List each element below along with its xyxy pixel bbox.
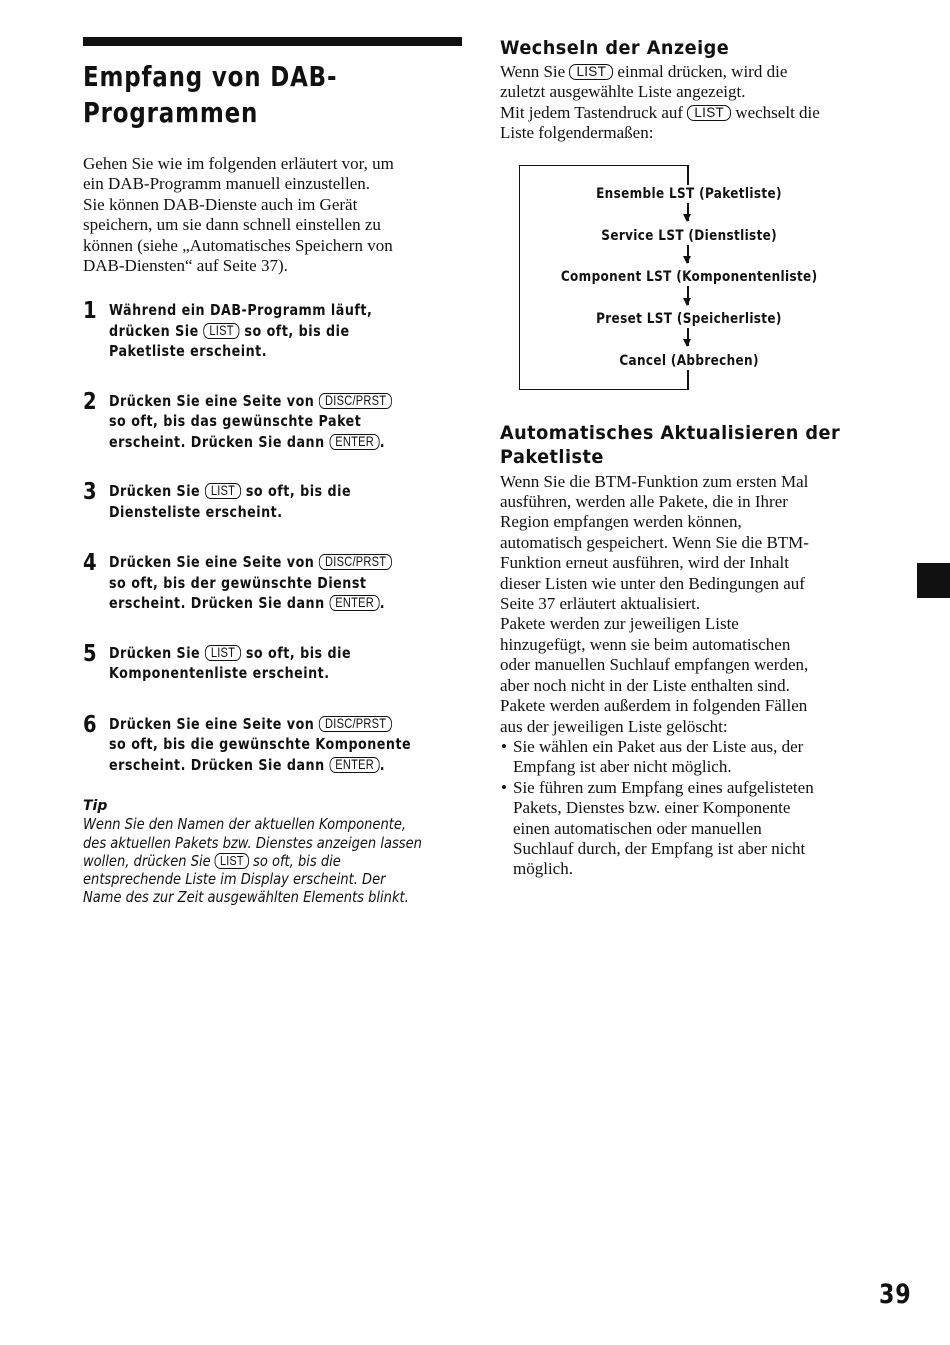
intro-line: Gehen Sie wie im folgenden erläutert vor, um [83, 154, 394, 173]
list-key-icon: LIST [205, 483, 241, 499]
bullet-line: Pakets, Dienstes bzw. einer Komponente [513, 798, 791, 818]
body-line: wechselt die [735, 102, 820, 122]
intro-line: speichern, um sie dann schnell einstellen zu [83, 215, 381, 235]
step-list [83, 300, 463, 775]
step-line: so oft, bis die [244, 321, 350, 340]
title-line-1: Empfang von DAB- [83, 60, 338, 93]
down-arrow-icon [687, 245, 689, 263]
flow-item-cancel [519, 353, 859, 369]
step-line: erscheint. Drücken Sie dann [109, 594, 325, 613]
step-line: Komponentenliste erscheint. [109, 664, 330, 683]
flow-label: Preset LST (Speicherliste) [596, 310, 782, 327]
step-text [109, 391, 453, 453]
heading-line: Paketliste [500, 445, 604, 468]
page-number: 39 [879, 1279, 912, 1310]
step-6 [83, 711, 463, 776]
body-line: automatisch gespeichert. Wenn Sie die BTM- [500, 532, 809, 552]
bullet-line: Sie wählen ein Paket aus der Liste aus, der [513, 736, 804, 756]
right-column [500, 36, 892, 880]
step-text [109, 552, 453, 614]
step-line: so oft, bis das gewünschte Paket [109, 412, 362, 431]
tip-line: wollen, drücken Sie [83, 851, 211, 870]
step-number: 3 [83, 479, 97, 506]
body-line: zuletzt ausgewählte Liste angezeigt. [500, 82, 746, 102]
body-line: Wenn Sie [500, 62, 566, 81]
body-line: Region empfangen werden können, [500, 512, 742, 532]
body-line: Seite 37 erläutert aktualisiert. [500, 594, 701, 614]
step-line: Drücken Sie eine Seite von [109, 714, 315, 733]
tip-text [83, 815, 461, 906]
tip-line: entsprechende Liste im Display erscheint. Der [83, 870, 386, 889]
step-text [109, 300, 453, 362]
step-4 [83, 552, 463, 614]
tip-line: Wenn Sie den Namen der aktuellen Komponente, [83, 815, 407, 834]
list-key-icon: LIST [569, 64, 613, 80]
list-key-icon: LIST [204, 323, 240, 339]
step-line: so oft, bis die [245, 482, 352, 501]
step-5 [83, 640, 463, 684]
loop-connector-bottom [687, 370, 689, 390]
update-paragraph [500, 472, 892, 737]
step-number: 4 [83, 550, 97, 577]
step-punct: . [379, 755, 386, 774]
body-line: Wenn Sie die BTM-Funktion zum ersten Mal [500, 471, 809, 491]
tip-block [83, 797, 463, 906]
body-line: Mit jedem Tastendruck auf [500, 102, 684, 122]
display-paragraph [500, 62, 892, 144]
step-line: erscheint. Drücken Sie dann [109, 432, 325, 451]
update-section [500, 421, 892, 880]
body-line: ausführen, werden alle Pakete, die in Ihrer [500, 492, 788, 512]
step-line: Diensteliste erscheint. [109, 502, 283, 521]
step-line: so oft, bis die gewünschte Komponente [109, 735, 412, 754]
bullet-line: Suchlauf durch, der Empfang ist aber nicht [513, 838, 806, 858]
flow-item-service [519, 228, 859, 244]
section-heading-update [500, 421, 900, 469]
tip-line: Name des zur Zeit ausgewählten Elements blinkt. [83, 888, 409, 907]
down-arrow-icon [687, 328, 689, 346]
bullet-line: Empfang ist aber nicht möglich. [513, 757, 732, 777]
intro-line: ein DAB-Programm manuell einzustellen. [83, 174, 371, 194]
step-line: erscheint. Drücken Sie dann [109, 755, 325, 774]
intro-paragraph [83, 154, 463, 276]
list-item [500, 737, 892, 778]
body-line: aus der jeweiligen Liste gelöscht: [500, 716, 728, 736]
step-line: Drücken Sie eine Seite von [109, 553, 315, 572]
step-1 [83, 300, 463, 362]
step-line: Drücken Sie [109, 643, 201, 662]
step-number: 2 [83, 388, 97, 415]
intro-line: können (siehe „Automatisches Speichern von [83, 235, 393, 255]
list-key-icon: LIST [205, 645, 241, 661]
flow-label: Ensemble LST (Paketliste) [596, 185, 782, 202]
disc-prst-key-icon: DISC/PRST [319, 393, 392, 409]
step-line: Paketliste erscheint. [109, 342, 268, 361]
intro-line: DAB-Diensten“ auf Seite 37). [83, 256, 288, 276]
list-key-icon: LIST [215, 853, 249, 869]
step-number: 5 [83, 640, 97, 667]
step-punct: . [379, 594, 386, 613]
enter-key-icon: ENTER [330, 434, 380, 450]
heading-line: Automatisches Aktualisieren der [500, 421, 841, 444]
step-line: Drücken Sie eine Seite von [109, 391, 315, 410]
section-thumb-tab [917, 563, 950, 598]
body-line: Pakete werden zur jeweiligen Liste [500, 614, 739, 634]
title-line-2: Programmen [83, 96, 259, 129]
tip-label: Tip [83, 798, 108, 815]
loop-connector-top [687, 165, 689, 185]
list-cycle-diagram [519, 165, 839, 390]
bullet-line: einen automatischen oder manuellen [513, 818, 762, 838]
down-arrow-icon [687, 203, 689, 221]
body-line: einmal drücken, wird die [617, 62, 788, 81]
flow-item-ensemble [519, 186, 859, 202]
title-rule [83, 37, 462, 46]
down-arrow-icon [687, 286, 689, 305]
body-line: aber noch nicht in der Liste enthalten sind. [500, 675, 790, 695]
step-line: Während ein DAB-Programm läuft, [109, 301, 373, 320]
step-3 [83, 481, 463, 522]
flow-item-preset [519, 311, 859, 327]
list-item [500, 778, 892, 880]
body-line: Liste folgendermaßen: [500, 123, 654, 143]
step-text [109, 714, 453, 776]
bullet-list [500, 737, 892, 880]
body-line: oder manuellen Suchlauf empfangen werden, [500, 655, 809, 675]
list-key-icon: LIST [687, 105, 731, 121]
body-line: dieser Listen wie unter den Bedingungen auf [500, 573, 805, 593]
page-title [83, 59, 460, 131]
step-line: drücken Sie [109, 321, 199, 340]
intro-line: Sie können DAB-Dienste auch im Gerät [83, 194, 358, 214]
tip-line: so oft, bis die [253, 851, 341, 870]
step-line: so oft, bis der gewünschte Dienst [109, 573, 367, 592]
flow-label: Cancel (Abbrechen) [619, 352, 759, 369]
step-text [109, 481, 453, 522]
flow-label: Component LST (Komponentenliste) [560, 268, 818, 285]
step-2 [83, 388, 463, 453]
flow-label: Service LST (Dienstliste) [601, 227, 777, 244]
step-punct: . [379, 432, 386, 451]
bullet-line: möglich. [513, 859, 573, 879]
enter-key-icon: ENTER [330, 595, 380, 611]
step-number: 1 [83, 298, 97, 325]
disc-prst-key-icon: DISC/PRST [319, 554, 392, 570]
flow-item-component [519, 269, 859, 285]
body-line: Pakete werden außerdem in folgenden Fällen [500, 696, 808, 716]
body-line: Funktion erneut ausführen, wird der Inhalt [500, 553, 789, 573]
enter-key-icon: ENTER [330, 757, 380, 773]
step-line: so oft, bis die [245, 643, 352, 662]
section-heading-display: Wechseln der Anzeige [500, 37, 730, 59]
disc-prst-key-icon: DISC/PRST [319, 716, 392, 732]
bullet-line: Sie führen zum Empfang eines aufgelisteten [513, 777, 814, 797]
left-column [83, 37, 463, 906]
tip-line: des aktuellen Pakets bzw. Dienstes anzeigen lassen [83, 833, 422, 852]
step-number: 6 [83, 711, 97, 738]
step-line: Drücken Sie [109, 482, 201, 501]
body-line: hinzugefügt, wenn sie beim automatischen [500, 634, 791, 654]
step-text [109, 643, 453, 684]
